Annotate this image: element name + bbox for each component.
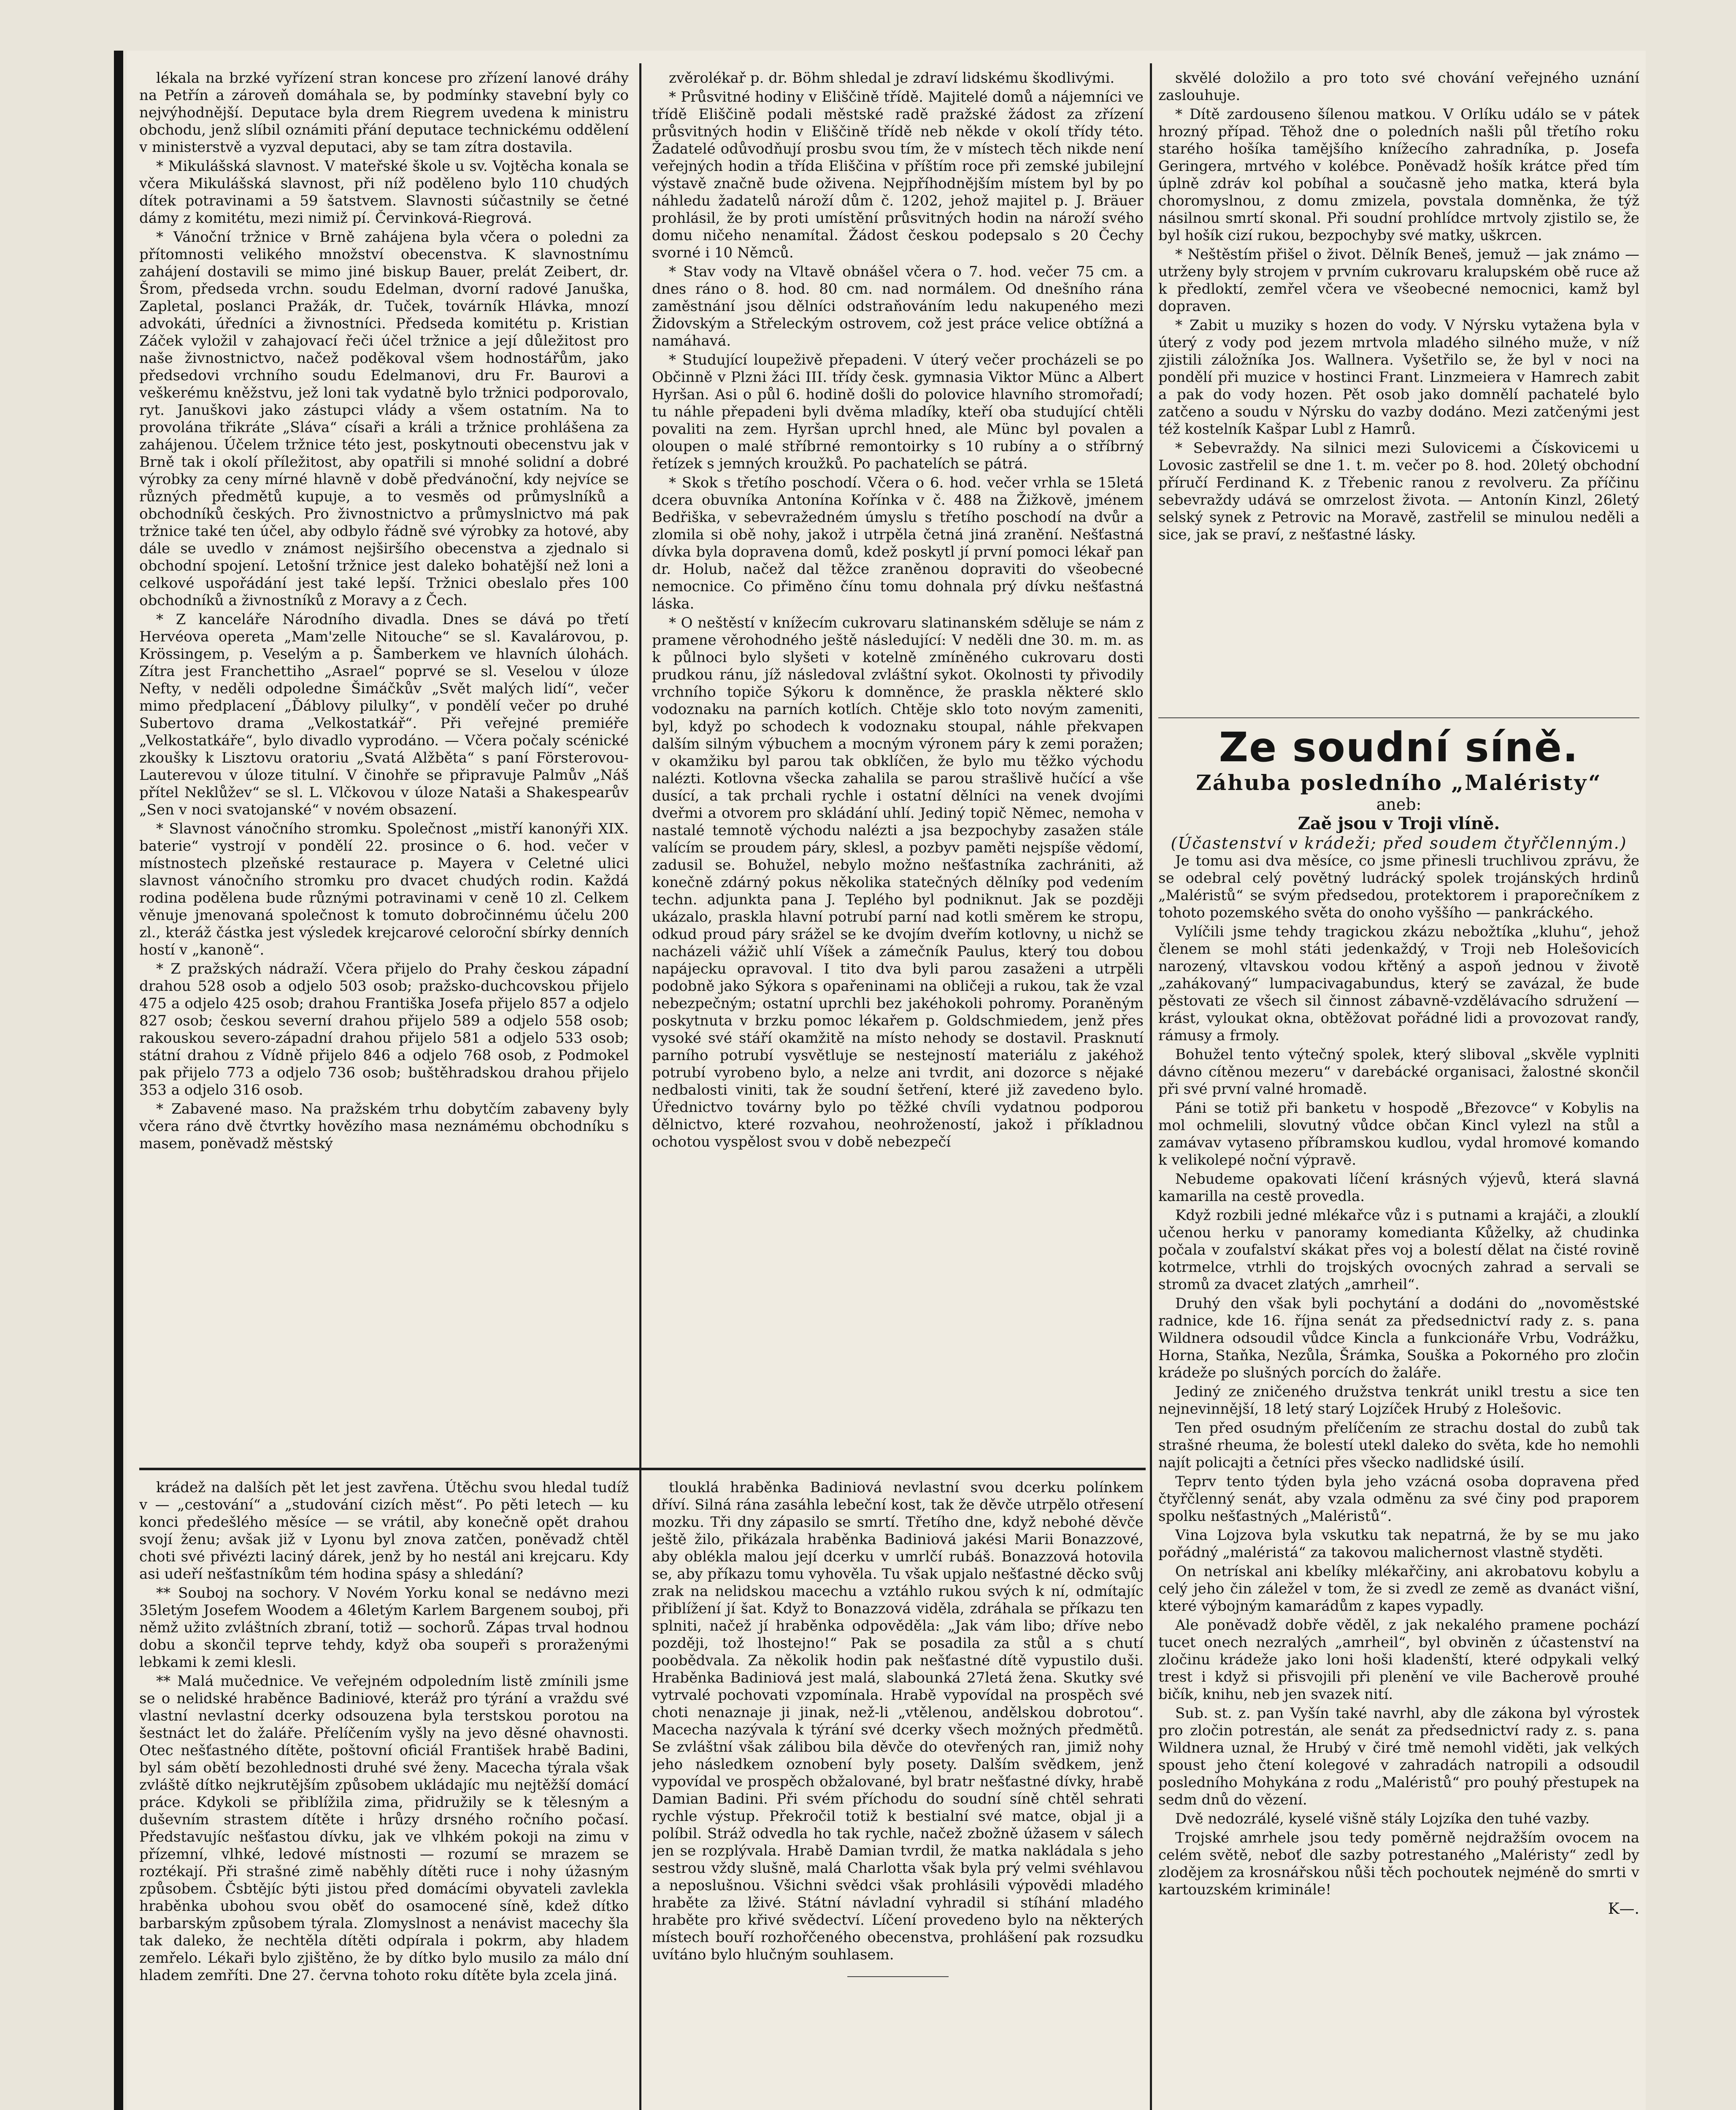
paragraph: zvěrolékař p. dr. Böhm shledal je zdraví lidskému škodlivými.: [669, 70, 1115, 87]
paragraph: * Stav vody na Vltavě obnášel včera o 7. hod. večer 75 cm. a dnes ráno o 8. hod. 80 cm. nad normálem. Od dnešního rána zaměstnání jsou dělníci odstraňováním ledu nakupeného mezi Židovským a Střeleckým ostrovem, což jest práce velice obtížná a namáhavá.: [652, 263, 1144, 349]
paragraph: ** Malá mučednice. Ve veřejném odpoledním listě zmínili jsme se o nelidské hraběnce Badiniové, kteráž pro týrání a vraždu své vlastní nevlastní dcerky odsouzena byla terstskou porotou na šestnáct let do žaláře. Přelíčením vyšly na jevo děsné ohavnosti. Otec nešťastného dítěte, poštovní oficiál František hrabě Badini, byl sám obětí bezohlednosti druhé své ženy. Macecha týrala však zvláště dítko nejkrutějším způsobem ukládajíc mu nejtěžší domácí práce. Kdykoli se přiblížila zima, přidružily se k tělesným a duševním strastem dítěte i hrůzy drsného ročního počasí. Představujíc nešťastou dívku, jak ve vlhkém pokoji na zimu v přízemní, vlhké, ledové místnosti — rozumí se mrazem se roztékají. Při strašné zimě naběhly dítěti ruce i nohy úžasným způsobem. Čsbtějíc býti jistou před domácími obyvateli zavlekla hraběnka ubohou svou oběť do osamocené síně, kdež dítko barbarským způsobem týrala. Zlomyslnost a nenávist macechy šla tak daleko, že nechtěla dítěti odpírala i pokrm, aby hladem zemřelo. Lékaři bylo zjištěno, že by dítko bylo musilo za málo dní hladem zemříti. Dne 27. června tohoto roku dítěte byla zcela jiná.: [139, 1673, 629, 1984]
paragraph: Ale poněvadž dobře věděl, z jak nekalého pramene pochází tucet onech nezralých „amrheil“, byl obviněn z účastenství na zločinu krádeže jako loni hoši kladenští, které odpykali velký trest i když si přisvojili při plenění ve vile Bacherově prouhé bičík, knihu, neb jen svazek nití.: [1158, 1617, 1639, 1703]
paragraph: * Neštěstím přišel o život. Dělník Beneš, jemuž — jak známo — utrženy byly strojem v prvním cukrovaru kralupském obě ruce až k předloktí, zemřel včera ve všeobecné nemocnici, kamž byl dopraven.: [1158, 246, 1639, 315]
court-section: [1158, 717, 1639, 2110]
paragraph: Páni se totiž při banketu v hospodě „Březovce“ v Kobylis na mol ochmelili, slovutný vůdce občan Kincl vylezl na stůl a zamávav vytaseno příbramskou kudlou, vydal hromové komando k velikolepé noční výpravě.: [1158, 1100, 1639, 1169]
paragraph: Trojské amrhele jsou tedy poměrně nejdražším ovocem na celém světě, neboť dle sazby potrestaného „Maléristy“ zedl by zlodějem za krosnářskou nůši těch pochoutek nejméně do smrti v kartouzském kriminále!: [1158, 1829, 1639, 1898]
section-divider: [139, 1468, 1146, 1470]
paragraph: lékala na brzké vyřízení stran koncese pro zřízení lanové dráhy na Petřín a zároveň domáhala se, by podmínky stavební byly co nejvýhodnější. Deputace byla drem Riegrem uvedena k ministru obchodu, jenž slíbil oznámiti přání deputace technickému oddělení v ministerstvě a vyzval deputaci, aby se tam zítra dostavila.: [139, 70, 629, 156]
paragraph: * Skok s třetího poschodí. Včera o 6. hod. večer vrhla se 15letá dcera obuvníka Antonína Kořínka v č. 488 na Žižkově, jménem Bedřiška, v sebevražedném úmyslu s třetího poschodí na dvůr a zlomila si obě nohy, jakož i utrpěla četná jiná zranění. Nešťastná dívka byla dopravena domů, kdež poskytl jí první pomoci lékař pan dr. Holub, načež dal těžce zraněnou dopraviti do všeobecné nemocnice. Co přiměno čínu tomu dohnala prý dívku nešťastná láska.: [652, 474, 1144, 612]
paragraph: * Sebevraždy. Na silnici mezi Sulovicemi a Čískovicemi u Lovosic zastřelil se dne 1. t. m. večer po 8. hod. 20letý obchodní příručí Ferdinand K. z Třebenic ranou z revolveru. Za příčinu sebevraždy udává se omrzelost života. — Antonín Kinzl, 26letý selský synek z Petrovic na Moravě, zastřelil se minulou neděli a sice, jak se praví, z nešťastné lásky.: [1158, 440, 1639, 543]
paragraph: * Dítě zardouseno šílenou matkou. V Orlíku událo se v pátek hrozný případ. Těhož dne o poledních našli půl třetího roku starého hošíka tamějšího knížecího zahradníka, p. Josefa Geringera, mrtvého v kolébce. Poněvadž hošík krátce před tím úplně zdráv kol pobíhal a současně jeho matka, která byla choromyslnou, z domu zmizela, povstala domněnka, že týž násilnou smrtí skonal. Při soudní prohlídce mrtvoly zjistilo se, že byl hošík cizí rukou, bezpochyby své matky, uškrcen.: [1158, 106, 1639, 244]
paragraph: Když rozbili jedné mlékařce vůz i s putnami a krajáči, a zlouklí učenou herku v panoramy komedianta Kůželky, až chudinka počala v zoufalství skákat přes voj a bolestí dělat na čisté rovině kotrmelce, vtrhli do trojských ovocných zahrad a servali se stromů za dvacet zlatých „amrheil“.: [1158, 1207, 1639, 1293]
paragraph: Dvě nedozrálé, kyselé višně stály Lojzíka den tuhé vazby.: [1175, 1810, 1590, 1827]
paragraph: Jediný ze zničeného družstva tenkrát unikl trestu a sice ten nejnevinnější, 18 letý starý Lojzíček Hrubý z Holešovic.: [1158, 1383, 1639, 1417]
paragraph: * O neštěstí v knížecím cukrovaru slatinanském sděluje se nám z pramene věrohodného ještě následující: V neděli dne 30. m. m. as k půlnoci bylo slyšeti v kotelně zmíněného cukrovaru dosti prudkou ránu, jíž následoval zvláštní sykot. Okolnosti ty přivodily vrchního topiče Sýkoru k domněnce, že praskla některé sklo vodoznaku na parních kotlích. Chtěje sklo toto novým zameniti, byl, když po schodech k vodoznaku stoupal, náhle překvapen dalším silným výbuchem a mocným výronem páry k zemi poražen; v okamžiku byl parou tak obklíčen, že bylo mu těžko východu nalézti. Kotlovna všecka zahalila se parou strašlivě hučící a vše dusící, a tak prchali rychle i ostatní dělníci na venek dvojími dveřmi a otvorem pro skládání uhlí. Jediný topič Němec, nemoha v nastalé temnotě východu nalézti a jsa bezpochyby zasažen stále valícím se proudem páry, sklesl, a pozbyv paměti nejspíše vědomí, zadusil se. Bohužel, nebylo možno nešťastníka zachrániti, až konečně zdárný pokus několika statečných dělníky pod vedením techn. adjunkta pana J. Teplého byl podniknut. Jak se později ukázalo, praskla hlavní potrubí parní nad kotli směrem ke stropu, odkud proud páry srážel se ke dvojím dveřím kotlovny, u nichž se nacházeli vážič uhlí Víšek a zámečník Paulus, který tou dobou napájecku opravoval. I tito dva byli parou zasaženi a utrpěli podobně jako Sýkora s opařeninami na obličeji a rukou, tak že vzal nebezpečným; ostatní uprchli bez jakéhokoli pohromy. Poraněným poskytnuta v brzku pomoc lékařem p. Goldschmiedem, jenž přes vysoké své stáří okamžitě na místo nehody se dostavil. Prasknutí parního potrubí vysvětluje se nestejností materiálu z jakéhož potrubí vyrobeno bylo, a nelze ani tvrdit, ani dozorce s nějaké nedbalosti viniti, tak že soudní šetření, které již zavedeno bylo. Úřednictvo továrny bylo po těžké chvíli vydatnou podporou dělnictvo, které rozvahou, neohrožeností, jakož i příkladnou ochotou vyspělost svou v době nebezpečí: [652, 614, 1144, 1150]
paragraph: On netrískal ani kbelíky mlékařčiny, ani akrobatovu kobylu a celý jeho čin záležel v tom, že si zvedl ze země as dvanáct višní, které výbojným kamarádům z kapes vypadly.: [1158, 1563, 1639, 1615]
paragraph: Druhý den však byli pochytání a dodáni do „novoměstské radnice, kde 16. října senát za předsednictví rady z. s. pana Wildnera odsoudil vůdce Kincla a funkcionáře Vrbu, Vodrážku, Horna, Staňka, Nezůla, Šrámka, Souška a Pokorného pro zločin krádeže po slušných porcích do žaláře.: [1158, 1295, 1639, 1381]
column-2: [652, 70, 1144, 1462]
page-edge: [114, 51, 123, 2110]
paragraph: Vylíčili jsme tehdy tragickou zkázu nebožtíka „kluhu“, jehož členem se mohl státi jedenkaždý, v Troji neb Holešovicích narozený, vltavskou vodou křtěný a aspoň jednou v životě „zahákovaný“ lumpacivagabundus, který se zavázal, že bude pěstovati ze všech sil činnost zábavně-vzdělávacího sdružení — krást, vyloukat okna, obtěžovat pořádné lidi a provozovat ranďy, rámusy a frmoly.: [1158, 923, 1639, 1044]
paragraph: * Mikulášská slavnost. V mateřské škole u sv. Vojtěcha konala se včera Mikulášská slavnost, při níž poděleno bylo 110 chudých dítek potravinami a 59 šatstvem. Slavnosti súčastnily se četné dámy z komitétu, mezi nimiž pí. Červinková-Riegrová.: [139, 158, 629, 227]
article-aneb: aneb:: [1376, 795, 1422, 814]
column-1: [139, 70, 629, 1462]
column-rule-1: [639, 63, 641, 2110]
paragraph: * Slavnost vánočního stromku. Společnost „mistří kanonýři XIX. baterie“ vystrojí v pondělí 22. prosince o 6. hod. večer v místnostech plzeňské restaurace p. Mayera v Celetné ulici slavnost vánočního stromku pro dvacet chudých rodin. Každá rodina podělena bude různými potravinami v ceně 10 zl. Celkem věnuje jmenovaná společnost k tomuto dobročinnému účelu 200 zl., kteráž částka jest výsledek krejcarové celoroční sbírky denních hostí v „kanoně“.: [139, 820, 629, 958]
paragraph: * Průsvitné hodiny v Eliščině třídě. Majitelé domů a nájemníci ve třídě Eliščině podali městské radě pražské žádost za zřízení průsvitných hodin v Eliščině třídě neb někde v okolí třídy této. Žadatelé odůvodňují prosbu svou tím, že v místech těch nikde není veřejných hodin a třída Eliščina v příštím roce při zemské jubilejní výstavě značně bude oživena. Nejpříhodnějším místem byl by po náhledu žadatelů nároží dům č. 1202, jehož majitel p. J. Bräuer prohlásil, že by proti umístění průsvitných hodin na nároží svého domu ničeho nenamítal. Žádost českou podepsalo s 20 Čechy svorné i 10 Němců.: [652, 89, 1144, 261]
paragraph: * Zabit u muziky s hozen do vody. V Nýrsku vytažena byla v úterý z vody pod jezem mrtvola mladého silného muže, v níž zjistili záložníka Jos. Wallnera. Vyšetřilo se, že byl v noci na pondělí při muzice v hostinci Frant. Linzmeiera v Hamrech zabit a pak do vody hozen. Pět osob jako domnělí pachatelé bylo zatčeno a soudu v Nýrsku do vazby dodáno. Mezi zatčenými jest též kostelník Kašpar Lubl z Hamrů.: [1158, 317, 1639, 438]
paragraph: tlouklá hraběnka Badiniová nevlastní svou dcerku polínkem dříví. Silná rána zasáhla lebeční kost, tak že děvče utrpělo otřesení mozku. Tři dny zápasilo se smrtí. Třetího dne, když nebohé děvče ještě žilo, přikázala hraběnka Badiniová jakési Marii Bonazzové, aby oblékla malou její dcerku v umrlčí rubáš. Bonazzová hotovila se, aby příkazu tomu vyhověla. Tu však upjalo nešťastné děcko svůj zrak na nelidskou macechu a vztáhlo rukou svých k ní, odmítajíc přiblížení jí šat. Když to Bonazzová viděla, zdráhala se příkazu ten splniti, načež jí hraběnka odpověděla: „Jak vám libo; dříve nebo později, tož lhostejno!“ Pak se posadila za stůl a s chutí poobědvala. Za několik hodin pak nešťastné dítě vypustilo duši. Hraběnka Badiniová jest malá, slabounká 27letá žena. Skutky své vytrvalé pochovati vzpomínala. Hrabě vypovídal na prospěch své choti nenaznaje ji jinak, než-li „vtělenou, andělskou dobrotou“. Macecha nazývala k týrání své dcerky všech možných předmětů. Se zvláštní však zálibou bila děvče do otevřených ran, jimiž nohy jeho následkem oznobení byly posety. Dalším svědkem, jenž vypovídal ve prospěch obžalované, byl bratr nešťastné dívky, hrabě Damian Badini. Při svém příchodu do soudní síně chtěl sehrati rychle výstup. Překročil totiž k bestialní své matce, objal ji a políbil. Stráž odvedla ho tak rychle, načež zbožně úžasem v sálech jen se rozplývala. Hrabě Damian tvrdil, že matka nakládala s jeho sestrou vždy slušně, malá Charlotta však byla prý velmi svéhlavou a neposlušnou. Všichni svědci však prohlásili výpovědi mladého hraběte za lživé. Státní návladní vyhradil si stíhání mladého hraběte pro křivé svědectví. Líčení provedeno bylo na některých místech bouří rozhořčeného obecenstva, prohlášení pak rozsudku uvítáno bylo hlučným souhlasem.: [652, 1479, 1144, 1963]
paragraph: Teprv tento týden byla jeho vzácná osoba dopravena před čtyřčlenný senát, aby vzala odměnu za své činy pod praporem spolku nešťastných „Maléristů“.: [1158, 1473, 1639, 1525]
paragraph: Sub. st. z. pan Vyšín také navrhl, aby dle zákona byl výrostek pro zločin potrestán, ale senát za předsednictví rady z. s. pana Wildnera uznal, že Hrubý v čiré tmě nemohl viděti, jak velkých spoust jeho čtení kolegové v zahradách natropili a odsoudil posledního Mohykána z rodu „Maléristů“ pro pouhý přestupek na sedm dnů do vězení.: [1158, 1705, 1639, 1808]
paragraph: Ten před osudným přelíčením ze strachu dostal do zubů tak strašné rheuma, že bolestí utekl daleko do světa, kde ho nemohli najít policajti a četníci přes všecko nadlidské úsilí.: [1158, 1420, 1639, 1471]
paragraph: * Vánoční tržnice v Brně zahájena byla včera o poledni za přítomnosti velikého množství obecenstva. K slavnostnímu zahájení dostavili se mimo jiné biskup Bauer, prelát Zeibert, dr. Šrom, předseda vrchn. soudu Edelman, dvorní radové Januška, Zapletal, poslanci Pražák, dr. Tuček, továrník Hlávka, mnozí advokáti, úředníci a živnostníci. Předseda komitétu p. Kristian Záček vyložil v zahajovací řeči účel tržnice a její důležitost pro naše živnostnictvo, načež poděkoval všem hodnostářům, jako předsedovi vrchního soudu Edelmanovi, dru Fr. Baurovi a veškerému kněžstvu, jež loni tak vydatně bylo tržnici podporovalo, ryt. Januškovi jako zástupci vlády a všem ostatním. Na to provolána třikráte „Sláva“ císaři a králi a tržnice prohlášena za zahájenou. Účelem tržnice této jest, poskytnouti obecenstvu jak v Brně tak i okolí příležitost, aby opatřili si mnohé solidní a dobré výrobky za ceny mírné hlavně v době předvánoční, kdy nejvíce se různých předmětů kupuje, a to vesměs od průmyslníků a obchodníků českých. Pro živnostnictvo a průmyslnictvo má pak tržnice také ten účel, aby odbylo řádně své výrobky za hotové, aby dále se uvedlo v známost nejširšího obecenstva a zjednalo si obchodní spojení. Letošní tržnice jest daleko bohatější než loni a celkové uspořádání jest také lepší. Tržnici obeslalo přes 100 obchodníků a živnostníků z Moravy a z Čech.: [139, 229, 629, 609]
column-3: [1158, 70, 1639, 720]
section-top-rule: [1158, 717, 1639, 718]
paragraph: * Z kanceláře Národního divadla. Dnes se dává po třetí Hervéova opereta „Mam'zelle Nitouche“ se sl. Kavalárovou, p. Krössingem, p. Veselým a p. Šamberkem ve hlavních úlohách. Zítra jest Franchettiho „Asrael“ poprvé se sl. Veselou v úloze Nefty, v neděli odpoledne Šimáčkův „Svět malých lidí“, večer mimo předplacení „Ďáblovy pilulky“, v pondělí večer po druhé Subertovo drama „Velkostatkář“. Při veřejné premiéře „Velkostatkáře“, bylo divadlo vyprodáno. — Včera počaly scénické zkoušky k Lisztovu oratoriu „Svatá Alžběta“ s paní Försterovou-Lauterevou v úloze titulní. V činohře se připravuje Palmův „Náš přítel Neklůžev“ se sl. L. Vlčkovou v úloze Nataši a Shakespearův „Sen v noci svatojanské“ v novém obsazení.: [139, 611, 629, 818]
signature: K—.: [1608, 1900, 1639, 1918]
paragraph: Nebudeme opakovati líčení krásných výjevů, která slavná kamarilla na cestě provedla.: [1158, 1171, 1639, 1205]
end-rule: [847, 1976, 949, 1977]
column-rule-2: [1150, 63, 1152, 2110]
paragraph: skvělé doložilo a pro toto své chování veřejného uznání zaslouhuje.: [1158, 70, 1639, 104]
paragraph: ** Souboj na sochory. V Novém Yorku konal se nedávno mezi 35letým Josefem Woodem a 46letým Karlem Bargenem souboj, při němž užito zvláštních zbraní, totiž — sochorů. Zápas trval hodnou dobu a skončil teprve tehdy, když oba soupeři s proraženými lebkami k zemi klesli.: [139, 1585, 629, 1671]
paragraph: * Z pražských nádraží. Včera přijelo do Prahy českou západní drahou 528 osob a odjelo 503 osob; pražsko-duchcovskou přijelo 475 a odjelo 425 osob; drahou Františka Josefa přijelo 857 a odjelo 827 osob; českou severní drahou přijelo 589 a odjelo 558 osob; rakouskou severo-západní drahou přijelo 581 a odjelo 533 osob; státní drahou z Vídně přijelo 846 a odjelo 768 osob, z Podmokel pak přijelo 773 a odjelo 736 osob; buštěhradskou drahou přijelo 353 a odjelo 316 osob.: [139, 960, 629, 1098]
article-title: Záhuba posledního „Maléristy“: [1196, 770, 1602, 795]
paragraph: * Studující loupeživě přepadeni. V úterý večer procházeli se po Občinně v Plzni žáci III. třídy česk. gymnasia Viktor Münc a Albert Hyršan. Asi o půl 6. hodině došli do polovice hlavního stromořadí; tu náhle přepadeni byli dvěma mladíky, kteří oba studující chtěli povaliti na zem. Hyršan uprchl hned, ale Münc byl povalen a oloupen o malé stříbrné remontoirky s 10 rubíny a o stříbrný řetízek s jemných kroužků. Po pachatelích se pátrá.: [652, 352, 1144, 472]
column-1-lower: [139, 1479, 629, 2110]
paragraph: * Zabavené maso. Na pražském trhu dobytčím zabaveny byly včera ráno dvě čtvrtky hovězího masa neznámému obchodníku s masem, poněvadž městský: [139, 1101, 629, 1152]
article-subtitle: Zaě jsou v Troji vlíně.: [1298, 814, 1500, 833]
section-heading: Ze soudní síně.: [1219, 724, 1579, 771]
column-2-lower: [652, 1479, 1144, 2110]
paragraph: krádež na dalších pět let jest zavřena. Útěchu svou hledal tudíž v — „cestování“ a „studování cizích měst“. Po pěti letech — ku konci předešlého měsíce — se vrátil, aby konečně opět drahou svojí ženu; avšak již v Lyonu byl znova zatčen, poněvadž chtěl choti své přivézti laciný dárek, jenž by ho nestál ani krejcaru. Kdy asi udeří nešťastníkům tém hodina spásy a shledání?: [139, 1479, 629, 1582]
article-subtitle-2: (Účastenství v krádeži; před soudem čtyřčlenným.): [1171, 834, 1627, 852]
paragraph: Je tomu asi dva měsíce, co jsme přinesli truchlivou zprávu, že se odebral celý povětný ludrácký spolek trojánských hrdinů „Maléristů“ se svým předsedou, protektorem i praporečníkem z tohoto pozemského světa do onoho vyššího — pankráckého.: [1158, 852, 1639, 921]
paragraph: Vina Lojzova byla vskutku tak nepatrná, že by se mu jako pořádný „maléristá“ za takovou malichernost vlastně styděti.: [1158, 1527, 1639, 1561]
paragraph: Bohužel tento výtečný spolek, který sliboval „skvěle vyplniti dávno cítěnou mezeru“ v darebácké organisaci, žalostné skončil při své první valné hromadě.: [1158, 1046, 1639, 1098]
